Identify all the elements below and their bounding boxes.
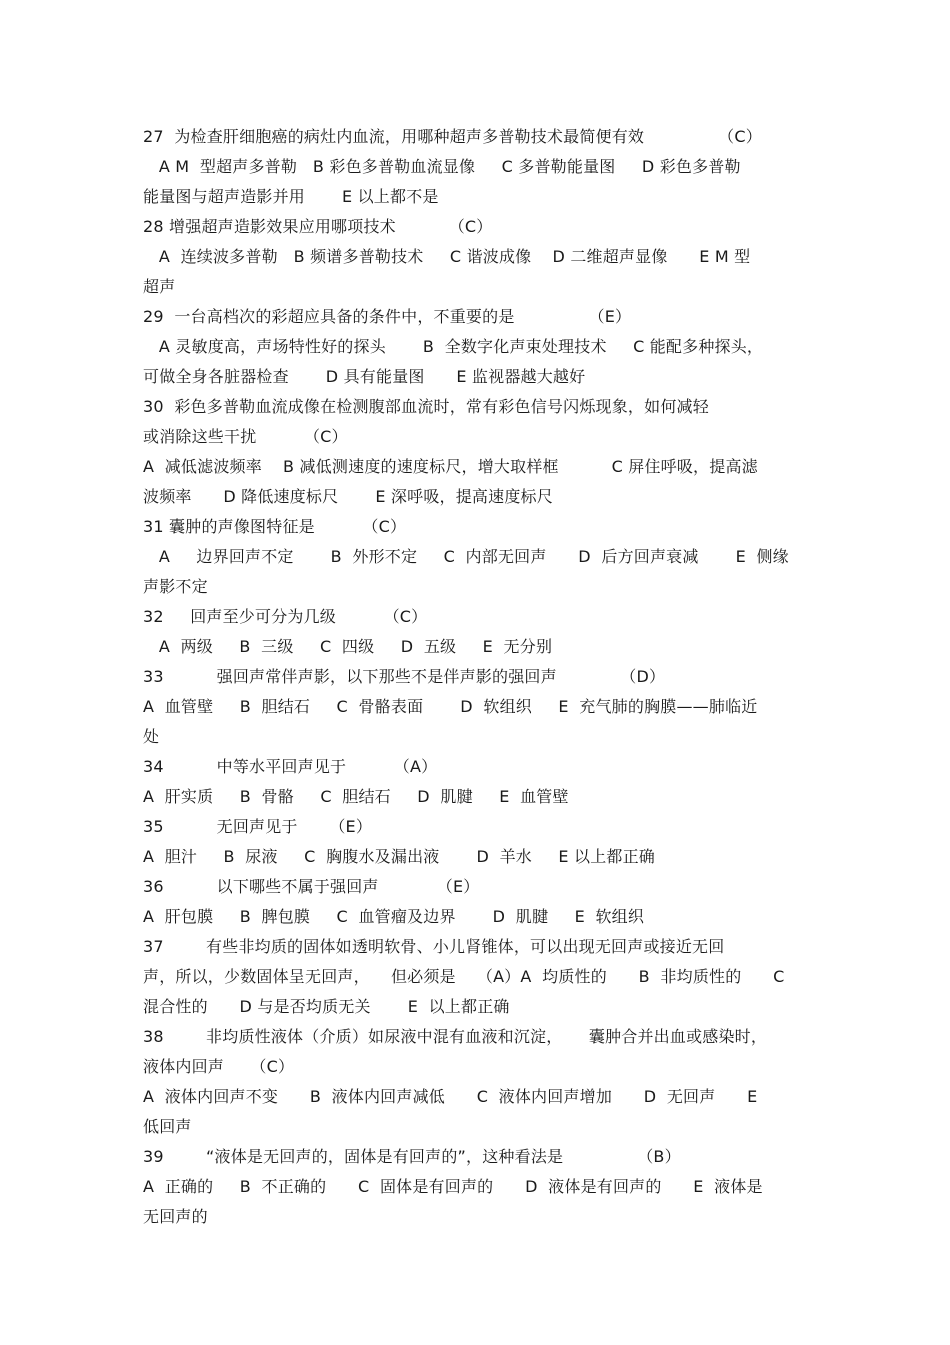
text-line: 超声 — [143, 277, 176, 296]
text-line: 32 回声至少可分为几级 （C） — [143, 607, 428, 626]
text-line: A 胆汁 B 尿液 C 胸腹水及漏出液 D 羊水 E 以上都正确 — [143, 847, 655, 866]
text-line: 波频率 D 降低速度标尺 E 深呼吸，提高速度标尺 — [143, 487, 553, 506]
text-line: 能量图与超声造影并用 E 以上都不是 — [143, 187, 439, 206]
text-line: A 边界回声不定 B 外形不定 C 内部无回声 D 后方回声衰减 E 侧缘 — [143, 547, 789, 566]
text-line: 28 增强超声造影效果应用哪项技术 （C） — [143, 217, 493, 236]
text-line: 31 囊肿的声像图特征是 （C） — [143, 517, 407, 536]
text-line: A 减低滤波频率 B 减低测速度的速度标尺，增大取样框 C 屏住呼吸，提高滤 — [143, 457, 758, 476]
text-line: A 灵敏度高，声场特性好的探头 B 全数字化声束处理技术 C 能配多种探头， — [143, 337, 764, 356]
text-line: 27 为检查肝细胞癌的病灶内血流，用哪种超声多普勒技术最简便有效 （C） — [143, 127, 762, 146]
text-line: 34 中等水平回声见于 （A） — [143, 757, 438, 776]
text-line: 或消除这些干扰 （C） — [143, 427, 348, 446]
text-line: A 正确的 B 不正确的 C 固体是有回声的 D 液体是有回声的 E 液体是 — [143, 1177, 763, 1196]
text-line: A 肝包膜 B 脾包膜 C 血管瘤及边界 D 肌腱 E 软组织 — [143, 907, 645, 926]
text-line: A M 型超声多普勒 B 彩色多普勒血流显像 C 多普勒能量图 D 彩色多普勒 — [143, 157, 741, 176]
text-line: A 两级 B 三级 C 四级 D 五级 E 无分别 — [143, 637, 553, 656]
text-line: 可做全身各脏器检查 D 具有能量图 E 监视器越大越好 — [143, 367, 586, 386]
text-line: A 液体内回声不变 B 液体内回声减低 C 液体内回声增加 D 无回声 E — [143, 1087, 758, 1106]
question-text-block — [143, 122, 823, 1232]
text-line: 声影不定 — [143, 577, 208, 596]
text-line: 声，所以，少数固体呈无回声， 但必须是 （A）A 均质性的 B 非均质性的 C — [143, 967, 785, 986]
text-line: 37 有些非均质的固体如透明软骨、小儿肾锥体，可以出现无回声或接近无回 — [143, 937, 725, 956]
text-line: 33 强回声常伴声影，以下那些不是伴声影的强回声 （D） — [143, 667, 666, 686]
text-line: 39 “液体是无回声的，固体是有回声的”，这种看法是 （B） — [143, 1147, 681, 1166]
text-line: 36 以下哪些不属于强回声 （E） — [143, 877, 480, 896]
text-line: 低回声 — [143, 1117, 192, 1136]
text-line: A 血管壁 B 胆结石 C 骨骼表面 D 软组织 E 充气肺的胸膜——肺临近 — [143, 697, 758, 716]
text-line: 处 — [143, 727, 160, 746]
text-line: 38 非均质性液体（介质）如尿液中混有血液和沉淀， 囊肿合并出血或感染时， — [143, 1027, 768, 1046]
text-line: 30 彩色多普勒血流成像在检测腹部血流时，常有彩色信号闪烁现象，如何减轻 — [143, 397, 709, 416]
text-line: A 连续波多普勒 B 频谱多普勒技术 C 谐波成像 D 二维超声显像 E M 型 — [143, 247, 751, 266]
text-line: 液体内回声 （C） — [143, 1057, 295, 1076]
text-line: 29 一台高档次的彩超应具备的条件中，不重要的是 （E） — [143, 307, 632, 326]
text-line: 混合性的 D 与是否均质无关 E 以上都正确 — [143, 997, 510, 1016]
text-line: 35 无回声见于 （E） — [143, 817, 373, 836]
text-line: 无回声的 — [143, 1207, 208, 1226]
text-line: A 肝实质 B 骨骼 C 胆结石 D 肌腱 E 血管壁 — [143, 787, 569, 806]
